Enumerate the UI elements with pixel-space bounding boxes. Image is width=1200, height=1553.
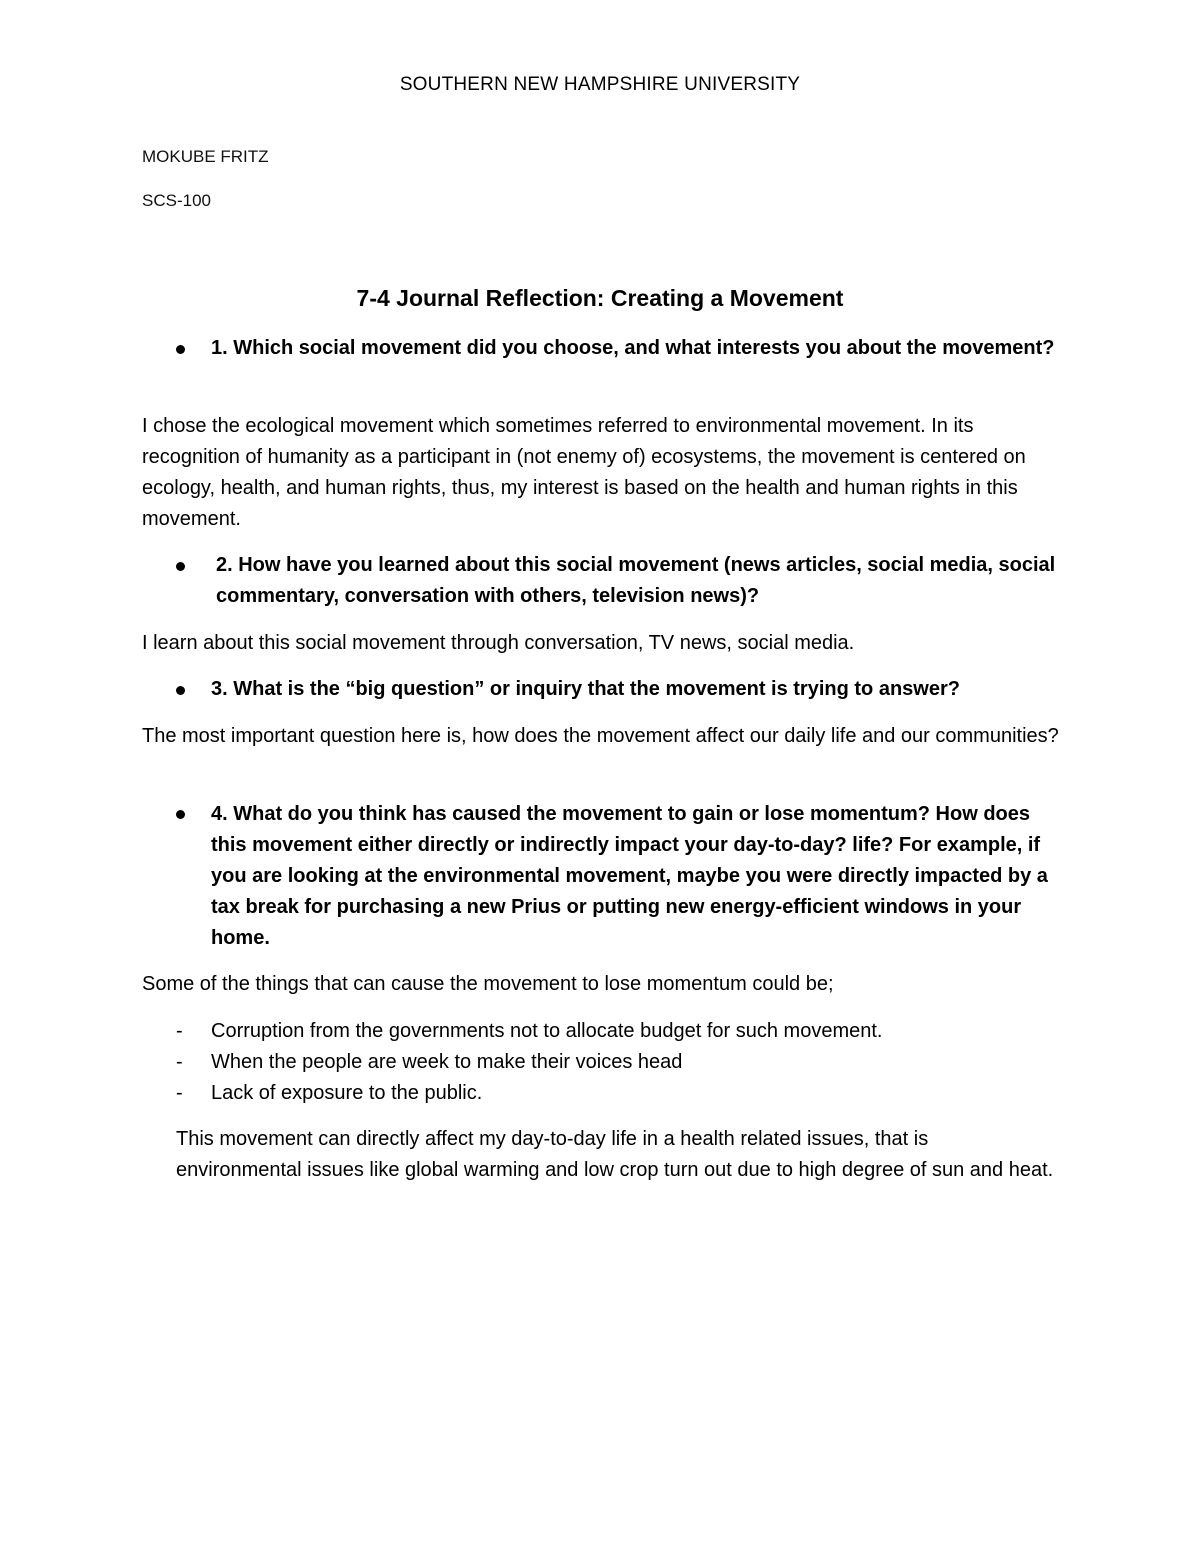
dash-marker: - xyxy=(176,1020,183,1042)
question-1: 1. Which social movement did you choose, and what interests you about the movement? xyxy=(211,337,1055,359)
list-item xyxy=(142,1078,482,1109)
course-code: SCS-100 xyxy=(142,191,211,210)
bullet-icon xyxy=(176,686,185,695)
bullet-icon xyxy=(176,562,185,571)
question-4: 4. What do you think has caused the movement to gain or lose momentum? How does this movement either directly or indirectly impact your day-to-day? life? For example, if you are looking at the environmental movement, maybe you were directly impacted by a tax break for purchasing a new Prius or putting new energy-efficient windows in your home. xyxy=(211,803,1048,949)
closing-paragraph: This movement can directly affect my day-to-day life in a health related issues, that is environmental issues like global warming and low crop turn out due to high degree of sun and heat. xyxy=(176,1128,1054,1181)
answer-4-intro: Some of the things that can cause the movement to lose momentum could be; xyxy=(142,973,834,995)
bullet-icon xyxy=(176,345,185,354)
question-3: 3. What is the “big question” or inquiry that the movement is trying to answer? xyxy=(211,678,960,700)
question-2: 2. How have you learned about this social movement (news articles, social media, social commentary, conversation with others, television news)? xyxy=(216,554,1056,607)
answer-3: The most important question here is, how does the movement affect our daily life and our communities? xyxy=(142,725,1059,747)
list-item-text: Lack of exposure to the public. xyxy=(211,1082,483,1104)
dash-marker: - xyxy=(176,1051,183,1073)
dash-marker: - xyxy=(176,1082,183,1104)
university-heading: SOUTHERN NEW HAMPSHIRE UNIVERSITY xyxy=(399,74,801,95)
author-name: MOKUBE FRITZ xyxy=(142,147,269,166)
list-item xyxy=(142,1016,882,1047)
list-item-text: When the people are week to make their voices head xyxy=(211,1051,683,1073)
document-title: 7-4 Journal Reflection: Creating a Movement xyxy=(356,285,844,311)
list-item-text: Corruption from the governments not to allocate budget for such movement. xyxy=(211,1020,883,1042)
list-item xyxy=(142,1047,682,1078)
answer-1: I chose the ecological movement which sometimes referred to environmental movement. In its recognition of humanity as a participant in (not enemy of) ecosystems, the movement is centered on ecology, health, and human rights, thus, my interest is based on the health and human rights in this movement. xyxy=(142,415,1026,530)
answer-2: I learn about this social movement through conversation, TV news, social media. xyxy=(142,632,855,654)
bullet-icon xyxy=(176,810,185,819)
